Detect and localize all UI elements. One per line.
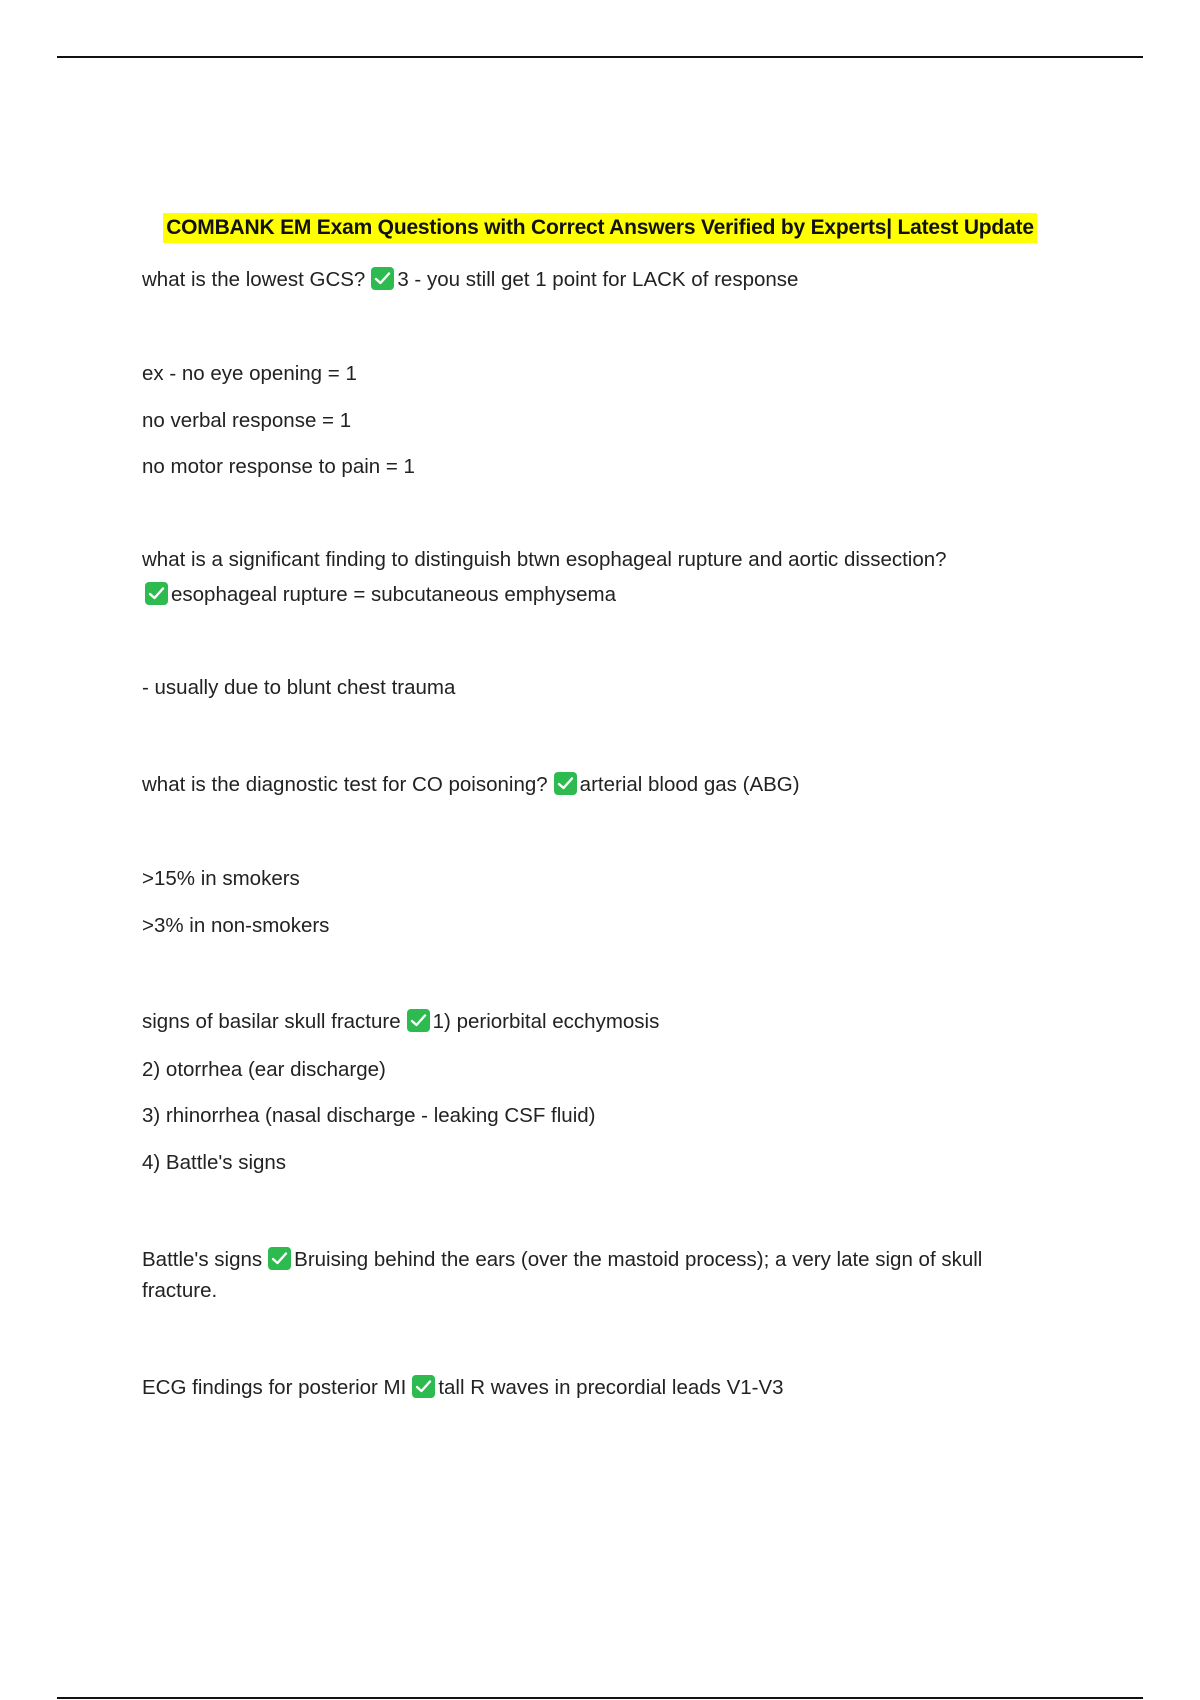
answer-text: esophageal rupture = subcutaneous emphysema: [171, 583, 617, 606]
note-line: ex - no eye opening = 1: [142, 362, 357, 385]
qa-line-co-poisoning: [142, 769, 1062, 800]
answer-line-esophageal-rupture: [142, 579, 1062, 610]
header-rule: [57, 56, 1143, 58]
check-mark-icon: [268, 1247, 291, 1270]
qa-line-basilar-skull-fracture: [142, 1006, 1062, 1037]
question-text: what is the diagnostic test for CO poisoning?: [142, 773, 548, 796]
answer-text: 1) periorbital ecchymosis: [432, 1010, 660, 1033]
note-line: no motor response to pain = 1: [142, 455, 415, 478]
check-mark-icon: [145, 582, 168, 605]
question-text: ECG findings for posterior MI: [142, 1376, 407, 1399]
answer-text: arterial blood gas (ABG): [579, 773, 800, 796]
question-line-esophageal-rupture: what is a significant finding to distinguish btwn esophageal rupture and aortic dissection?: [142, 548, 947, 571]
question-text: what is the lowest GCS?: [142, 268, 366, 291]
check-mark-icon: [412, 1375, 435, 1398]
question-text: signs of basilar skull fracture: [142, 1010, 401, 1033]
title-container: [0, 213, 1200, 243]
document-title: COMBANK EM Exam Questions with Correct Answers Verified by Experts| Latest Update: [163, 213, 1037, 243]
question-text: Battle's signs: [142, 1248, 263, 1271]
note-line: 3) rhinorrhea (nasal discharge - leaking CSF fluid): [142, 1104, 596, 1127]
footer-rule: [57, 1697, 1143, 1699]
note-line: >3% in non-smokers: [142, 914, 330, 937]
answer-text: 3 - you still get 1 point for LACK of response: [397, 268, 799, 291]
check-mark-icon: [554, 772, 577, 795]
qa-line-lowest-gcs: [142, 264, 1062, 295]
check-mark-icon: [407, 1009, 430, 1032]
answer-text: tall R waves in precordial leads V1-V3: [438, 1376, 784, 1399]
note-line: >15% in smokers: [142, 867, 300, 890]
note-line: - usually due to blunt chest trauma: [142, 676, 456, 699]
note-line: no verbal response = 1: [142, 409, 352, 432]
answer-text: Bruising behind the ears (over the mastoid process); a very late sign of skull fracture.: [142, 1248, 983, 1302]
note-line: 2) otorrhea (ear discharge): [142, 1058, 386, 1081]
check-mark-icon: [371, 267, 394, 290]
qa-line-battles-signs: [142, 1244, 1042, 1306]
qa-line-posterior-mi: [142, 1372, 1062, 1403]
note-line: 4) Battle's signs: [142, 1151, 287, 1174]
